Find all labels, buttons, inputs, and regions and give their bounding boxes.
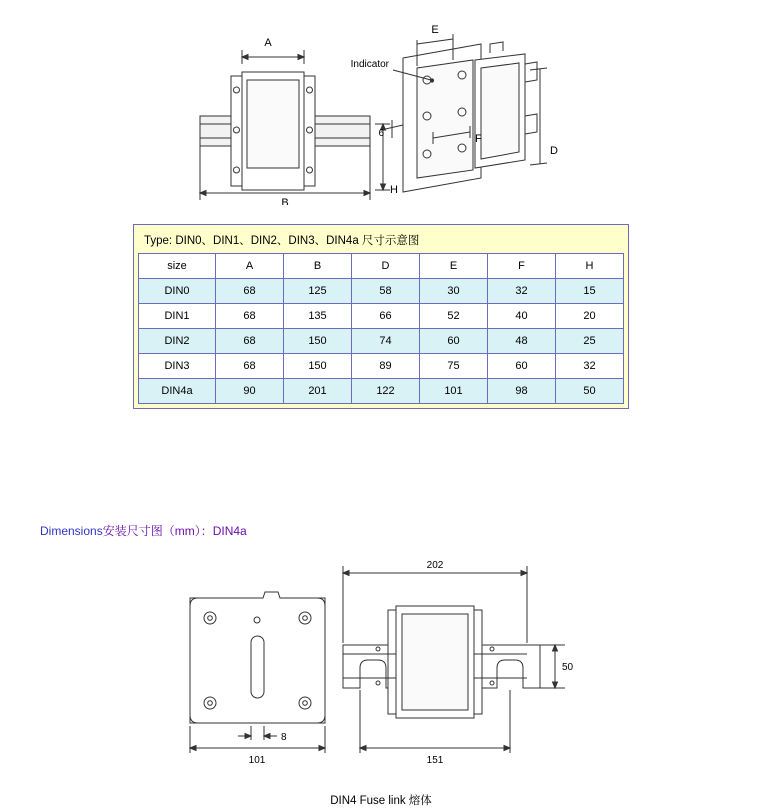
table-cell: 25 (556, 329, 624, 354)
label-e: E (431, 24, 439, 36)
table-cell: 15 (556, 279, 624, 304)
table-row (139, 304, 624, 329)
table-cell: 201 (284, 379, 352, 404)
table-cell: 48 (488, 329, 556, 354)
table-cell: DIN1 (139, 304, 216, 329)
table-cell: 52 (420, 304, 488, 329)
table-cell: 89 (352, 354, 420, 379)
label-six: 6 (378, 128, 384, 139)
bottom-caption: DIN4 Fuse link 熔体 (330, 795, 432, 807)
table-cell: 40 (488, 304, 556, 329)
table-cell: 66 (352, 304, 420, 329)
table-cell: 68 (216, 329, 284, 354)
table-cell: 58 (352, 279, 420, 304)
table-header-cell: F (488, 254, 556, 279)
dimensions-heading-en: Dimensions (40, 524, 103, 538)
dimension-table (138, 253, 624, 404)
table-cell: 32 (488, 279, 556, 304)
label-f: F (475, 133, 482, 145)
table-row (139, 354, 624, 379)
label-d: D (550, 145, 558, 157)
table-cell: 50 (556, 379, 624, 404)
table-cell: 75 (420, 354, 488, 379)
label-indicator: Indicator (350, 59, 389, 70)
table-header-cell: H (556, 254, 624, 279)
dimension-table-panel (133, 224, 629, 409)
table-cell: DIN4a (139, 379, 216, 404)
table-cell: 125 (284, 279, 352, 304)
table-cell: 20 (556, 304, 624, 329)
table-cell: DIN3 (139, 354, 216, 379)
table-cell: 101 (420, 379, 488, 404)
table-header-cell: A (216, 254, 284, 279)
table-cell: 74 (352, 329, 420, 354)
table-header-row (139, 254, 624, 279)
table-row (139, 279, 624, 304)
table-header-cell: E (420, 254, 488, 279)
label-bolt-8: 8 (281, 732, 287, 743)
table-row (139, 329, 624, 354)
label-width-202: 202 (426, 560, 444, 571)
table-cell: DIN0 (139, 279, 216, 304)
table-cell: 68 (216, 279, 284, 304)
table-cell: DIN2 (139, 329, 216, 354)
label-width-151: 151 (426, 755, 444, 766)
label-width-101: 101 (248, 755, 266, 766)
table-title: Type: DIN0、DIN1、DIN2、DIN3、DIN4a 尺寸示意图 (144, 235, 420, 247)
table-header-cell: size (139, 254, 216, 279)
table-cell: 68 (216, 304, 284, 329)
table-cell: 60 (420, 329, 488, 354)
table-cell: 98 (488, 379, 556, 404)
table-row (139, 379, 624, 404)
table-cell: 122 (352, 379, 420, 404)
table-cell: 60 (488, 354, 556, 379)
table-header-cell: D (352, 254, 420, 279)
label-a: A (264, 37, 272, 49)
bottom-technical-drawing (150, 548, 620, 778)
table-cell: 150 (284, 329, 352, 354)
label-b: B (281, 197, 289, 205)
dimensions-heading (40, 522, 247, 539)
dimensions-heading-cn: 安装尺寸图（mm）：DIN4a (102, 524, 247, 538)
table-header-cell: B (284, 254, 352, 279)
top-technical-drawing (185, 20, 565, 205)
label-height-50: 50 (562, 662, 574, 673)
table-cell: 90 (216, 379, 284, 404)
table-cell: 135 (284, 304, 352, 329)
label-h: H (390, 184, 398, 196)
table-cell: 68 (216, 354, 284, 379)
table-cell: 150 (284, 354, 352, 379)
table-cell: 32 (556, 354, 624, 379)
table-cell: 30 (420, 279, 488, 304)
